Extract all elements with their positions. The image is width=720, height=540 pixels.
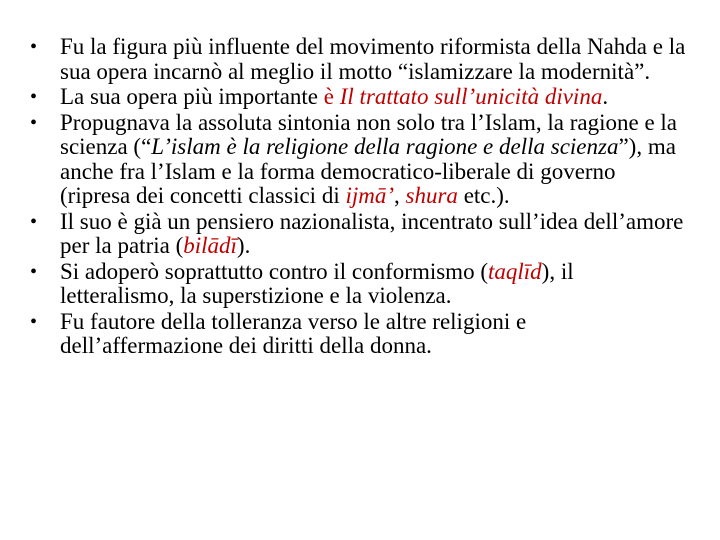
- bullet-item-4: [30, 210, 690, 259]
- term-taqlid: taqlīd: [487, 258, 542, 284]
- bullet-text: Il suo è già un pensiero nazionalista, incentrato sull’idea dell’amore per la patria (: [60, 208, 684, 258]
- bullet-item-6: [30, 310, 690, 359]
- bullet-text-end: ), il letteralismo, la superstizione e la violenza.: [60, 258, 574, 308]
- work-title: Il trattato sull’unicità divina: [339, 84, 603, 109]
- bullet-dot: •: [30, 310, 38, 333]
- verb-highlight: è: [323, 84, 334, 109]
- bullet-text: La sua opera più importante: [60, 84, 324, 109]
- bullet-text: Propugnava la assoluta sintonia non solo tra l’Islam, la ragione e la scienza (“: [60, 109, 678, 159]
- bullet-item-2: [30, 85, 690, 110]
- bullet-list: [30, 35, 690, 360]
- bullet-dot: •: [30, 36, 38, 58]
- bullet-text-end: .: [602, 84, 609, 109]
- bullet-text: Fu fautore della tolleranza verso le altre religioni e dell’affermazione dei diritti della donna.: [60, 308, 527, 358]
- quote-text: L’islam è la religione della ragione e della scienza: [151, 134, 619, 159]
- term-biladi: bilādī: [183, 233, 237, 258]
- term-separator: ,: [394, 183, 406, 208]
- term-shura: shura: [405, 183, 458, 208]
- bullet-item-1: [30, 35, 690, 84]
- bullet-text-end: etc.).: [457, 183, 510, 208]
- bullet-text: Fu la figura più influente del movimento riformista della Nahda e la sua opera incarnò al meglio il motto “islamizzare la modernità”.: [60, 34, 686, 84]
- term-ijma: ijmā’: [345, 183, 395, 208]
- bullet-text: Si adoperò soprattutto contro il conformismo (: [60, 258, 488, 284]
- bullet-text-end: ).: [236, 233, 251, 258]
- bullet-dot: •: [30, 260, 38, 283]
- bullet-text-mid: ”), ma anche fra l’Islam e la forma democratico-liberale di governo (ripresa dei concetti classici di: [60, 134, 676, 208]
- bullet-dot: •: [30, 111, 38, 134]
- bullet-item-5: [30, 260, 690, 309]
- bullet-dot: •: [30, 210, 38, 233]
- bullet-item-3: [30, 111, 690, 209]
- bullet-dot: •: [30, 86, 38, 108]
